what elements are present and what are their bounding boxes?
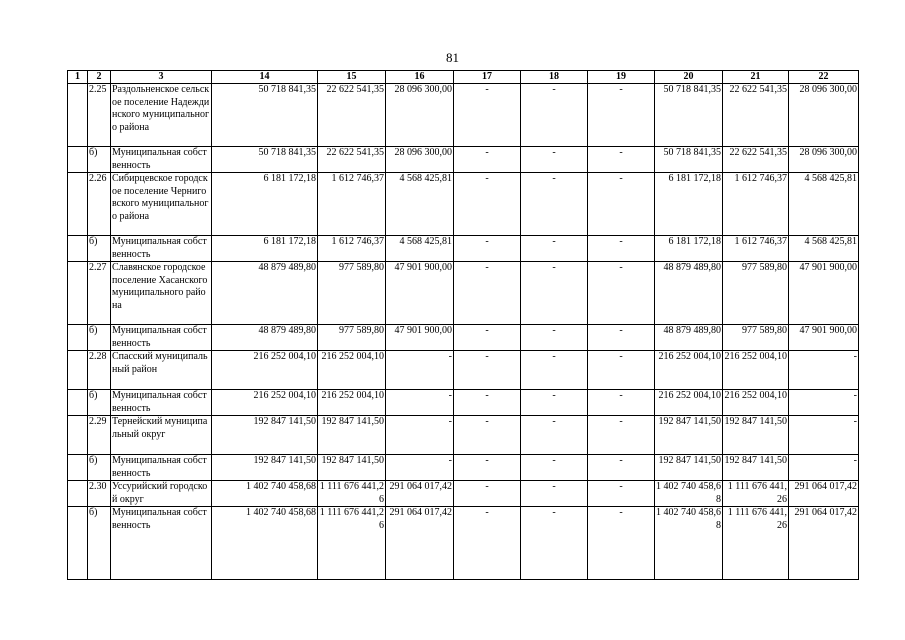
cell-16: - [386, 390, 454, 416]
cell-16: - [386, 416, 454, 455]
cell-17: - [454, 507, 521, 580]
cell-21: 192 847 141,50 [723, 455, 789, 481]
cell-17: - [454, 416, 521, 455]
cell-14: 48 879 489,80 [212, 262, 318, 325]
empty-cell [68, 84, 88, 147]
cell-20: 1 402 740 458,68 [655, 507, 723, 580]
cell-18: - [521, 455, 588, 481]
cell-19: - [588, 325, 655, 351]
cell-20: 1 402 740 458,68 [656, 481, 721, 505]
row-number: 2.30 [88, 481, 111, 507]
empty-cell [68, 262, 88, 325]
table-row [68, 325, 859, 351]
cell-20: 6 181 172,18 [655, 236, 723, 262]
cell-18: - [521, 173, 588, 236]
row-name: Муниципальная собственность [111, 236, 212, 262]
row-number: 2.25 [88, 84, 111, 147]
cell-15: 977 589,80 [318, 325, 386, 351]
cell-21: 22 622 541,35 [723, 84, 789, 147]
cell-16: 4 568 425,81 [386, 236, 454, 262]
row-name: Муниципальная собственность [111, 455, 212, 481]
column-header: 20 [655, 71, 723, 84]
cell-22: 4 568 425,81 [789, 173, 859, 236]
cell-14: 216 252 004,10 [212, 351, 318, 390]
cell-22: - [789, 351, 859, 390]
cell-22: 28 096 300,00 [789, 84, 859, 147]
column-header: 21 [723, 71, 789, 84]
table-row [68, 262, 859, 325]
row-number: б) [88, 455, 111, 481]
column-header: 15 [318, 71, 386, 84]
page-number: 81 [446, 50, 459, 65]
row-number: б) [88, 236, 111, 262]
empty-cell [68, 351, 88, 390]
cell-19: - [588, 351, 655, 390]
cell-22: - [789, 416, 859, 455]
column-header: 18 [521, 71, 588, 84]
cell-22: - [789, 455, 859, 481]
cell-17: - [454, 173, 521, 236]
table-row [68, 173, 859, 236]
cell-14: 50 718 841,35 [212, 84, 318, 147]
cell-18: - [521, 325, 588, 351]
cell-14: 6 181 172,18 [212, 173, 318, 236]
cell-21: 1 612 746,37 [723, 173, 789, 236]
cell-14: 6 181 172,18 [212, 236, 318, 262]
cell-20: 192 847 141,50 [655, 455, 723, 481]
cell-19: - [588, 147, 655, 173]
row-number: б) [88, 507, 111, 580]
cell-18: - [521, 147, 588, 173]
cell-19: - [588, 84, 655, 147]
table-row [68, 236, 859, 262]
cell-21: 22 622 541,35 [723, 147, 789, 173]
cell-16: 28 096 300,00 [386, 84, 454, 147]
cell-18: - [521, 351, 588, 390]
cell-20: 48 879 489,80 [655, 262, 723, 325]
empty-cell [68, 147, 88, 173]
column-header: 1 [68, 71, 88, 84]
row-name: Уссурийский городской округ [111, 481, 212, 507]
cell-15: 22 622 541,35 [318, 147, 386, 173]
cell-16: - [386, 455, 454, 481]
cell-22: 4 568 425,81 [789, 236, 859, 262]
cell-21: 977 589,80 [723, 262, 789, 325]
cell-16: 47 901 900,00 [386, 325, 454, 351]
cell-18: - [521, 416, 588, 455]
cell-20: 48 879 489,80 [655, 325, 723, 351]
row-number: 2.29 [88, 416, 111, 455]
cell-18: - [521, 236, 588, 262]
cell-17: - [454, 481, 521, 507]
row-name: Муниципальная собственность [111, 147, 212, 173]
column-header: 3 [111, 71, 212, 84]
row-name: Спасский муниципальный район [111, 351, 212, 390]
cell-15: 192 847 141,50 [318, 455, 386, 481]
cell-17: - [454, 236, 521, 262]
column-header: 19 [588, 71, 655, 84]
cell-21: 216 252 004,10 [723, 390, 789, 416]
cell-14: 1 402 740 458,68 [212, 481, 318, 507]
table-row [68, 84, 859, 147]
cell-22: 291 064 017,42 [789, 481, 859, 507]
row-name: Сибирцевское городское поселение Черниговского муниципального района [111, 173, 212, 236]
cell-21: 977 589,80 [723, 325, 789, 351]
row-name: Тернейский муниципальный округ [111, 416, 212, 455]
table-row [68, 390, 859, 416]
column-header: 22 [789, 71, 859, 84]
cell-14: 192 847 141,50 [212, 416, 318, 455]
empty-cell [68, 173, 88, 236]
cell-21: 1 612 746,37 [723, 236, 789, 262]
cell-14: 1 402 740 458,68 [212, 507, 318, 580]
row-number: б) [88, 325, 111, 351]
budget-table [67, 70, 859, 580]
empty-cell [68, 390, 88, 416]
cell-19: - [588, 236, 655, 262]
cell-19: - [588, 507, 655, 580]
table-row [68, 481, 859, 507]
row-number: б) [88, 147, 111, 173]
cell-15: 1 111 676 441,26 [318, 481, 386, 507]
column-header: 2 [88, 71, 111, 84]
empty-cell [68, 481, 88, 507]
cell-20: 192 847 141,50 [655, 416, 723, 455]
cell-20: 50 718 841,35 [655, 147, 723, 173]
row-number: 2.27 [88, 262, 111, 325]
row-number: 2.28 [88, 351, 111, 390]
empty-cell [68, 236, 88, 262]
cell-16: - [386, 351, 454, 390]
empty-cell [68, 416, 88, 455]
row-name: Славянское городское поселение Хасанского муниципального района [111, 262, 212, 325]
cell-18: - [521, 262, 588, 325]
cell-20: 6 181 172,18 [655, 173, 723, 236]
table-body [68, 84, 859, 580]
cell-21: 216 252 004,10 [723, 351, 789, 390]
cell-17: - [454, 390, 521, 416]
row-name: Муниципальная собственность [111, 325, 212, 351]
cell-16: 291 064 017,42 [386, 481, 454, 507]
cell-15: 1 612 746,37 [318, 173, 386, 236]
cell-15: 216 252 004,10 [318, 390, 386, 416]
cell-18: - [521, 507, 588, 580]
cell-15: 1 612 746,37 [318, 236, 386, 262]
cell-17: - [454, 455, 521, 481]
empty-cell [68, 455, 88, 481]
cell-22: 47 901 900,00 [789, 325, 859, 351]
cell-15: 192 847 141,50 [318, 416, 386, 455]
cell-21: 1 111 676 441,26 [723, 507, 789, 580]
cell-19: - [588, 455, 655, 481]
cell-17: - [454, 351, 521, 390]
cell-18: - [521, 84, 588, 147]
empty-cell [68, 325, 88, 351]
table-row [68, 507, 859, 580]
cell-21: 1 111 676 441,26 [723, 481, 789, 507]
column-header: 17 [454, 71, 521, 84]
cell-18: - [521, 481, 588, 507]
cell-15: 216 252 004,10 [318, 351, 386, 390]
cell-22: 28 096 300,00 [789, 147, 859, 173]
column-header: 16 [386, 71, 454, 84]
row-name: Раздольненское сельское поселение Надеждинского муниципального района [111, 84, 212, 147]
cell-20: 216 252 004,10 [655, 351, 723, 390]
cell-19: - [588, 173, 655, 236]
cell-22: - [789, 390, 859, 416]
cell-19: - [588, 416, 655, 455]
cell-22: 291 064 017,42 [789, 507, 859, 580]
table-row [68, 416, 859, 455]
row-number: 2.26 [88, 173, 111, 236]
column-header: 14 [212, 71, 318, 84]
cell-15: 22 622 541,35 [318, 84, 386, 147]
table-row [68, 455, 859, 481]
cell-19: - [588, 390, 655, 416]
cell-22: 47 901 900,00 [789, 262, 859, 325]
cell-21: 192 847 141,50 [723, 416, 789, 455]
row-number: б) [88, 390, 111, 416]
cell-14: 50 718 841,35 [212, 147, 318, 173]
cell-17: - [454, 84, 521, 147]
cell-14: 216 252 004,10 [212, 390, 318, 416]
empty-cell [68, 507, 88, 580]
cell-16: 47 901 900,00 [386, 262, 454, 325]
cell-20: 50 718 841,35 [655, 84, 723, 147]
cell-19: - [588, 262, 655, 325]
cell-18: - [521, 390, 588, 416]
cell-20: 216 252 004,10 [655, 390, 723, 416]
table-row [68, 147, 859, 173]
cell-17: - [454, 262, 521, 325]
cell-17: - [454, 325, 521, 351]
row-name: Муниципальная собственность [111, 507, 212, 580]
cell-15: 977 589,80 [318, 262, 386, 325]
cell-15: 1 111 676 441,26 [318, 507, 386, 580]
cell-16: 28 096 300,00 [386, 147, 454, 173]
cell-19: - [588, 481, 655, 507]
header-row [68, 71, 859, 84]
cell-16: 4 568 425,81 [386, 173, 454, 236]
cell-17: - [454, 147, 521, 173]
cell-16: 291 064 017,42 [386, 507, 454, 580]
row-name: Муниципальная собственность [111, 390, 212, 416]
table-row [68, 351, 859, 390]
cell-14: 48 879 489,80 [212, 325, 318, 351]
cell-14: 192 847 141,50 [212, 455, 318, 481]
